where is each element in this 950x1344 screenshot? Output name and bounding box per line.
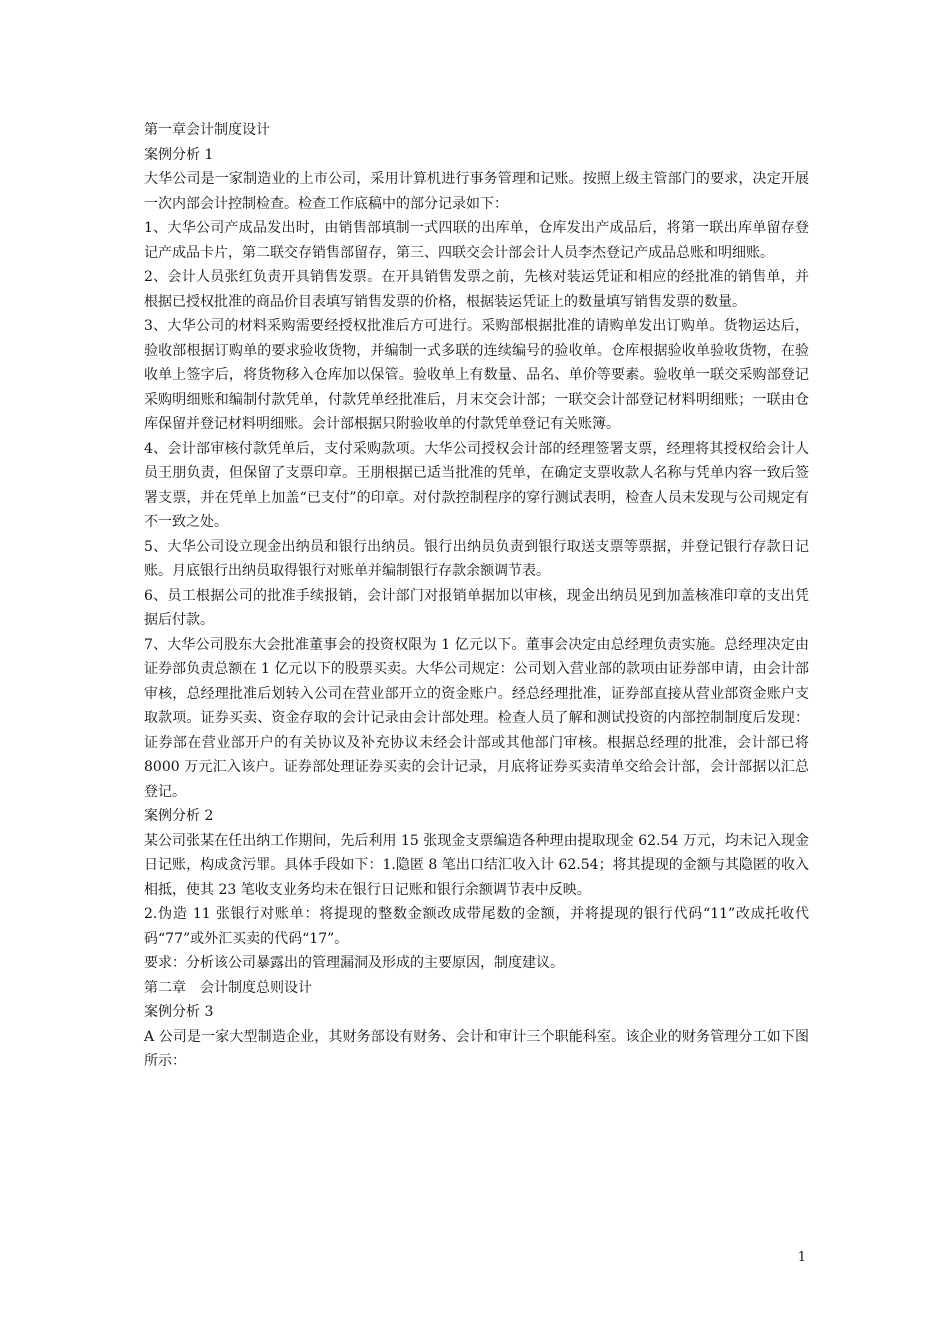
page-number: 1 — [797, 1250, 806, 1265]
case-1-item-4: 4、会计部审核付款凭单后，支付采购款项。大华公司授权会计部的经理签署支票，经理将其授权给会计人员王朋负责，但保留了支票印章。王朋根据已适当批准的凭单，在确定支票收款人名称与凭单内容一致后签署支票，并在凭单上加盖“已支付”的印章。对付款控制程序的穿行测试表明，检查人员未发现与公司规定有不一致之处。 — [144, 440, 809, 530]
case-analysis-2-heading: 案例分析 2 — [144, 808, 214, 824]
case-1-item-3: 3、大华公司的材料采购需要经授权批准后方可进行。采购部根据批准的请购单发出订购单。货物运达后，验收部根据订购单的要求验收货物，并编制一式多联的连续编号的验收单。仓库根据验收单验收货物，在验收单上签字后，将货物移入仓库加以保管。验收单上有数量、品名、单价等要素。验收单一联交采购部登记采购明细账和编制付款凭单，付款凭单经批准后，月末交会计部；一联交会计部登记材料明细账；一联由仓库保留并登记材料明细账。会计部根据只附验收单的付款凭单登记有关账簿。 — [144, 318, 809, 432]
case-1-item-5: 5、大华公司设立现金出纳员和银行出纳员。银行出纳员负责到银行取送支票等票据，并登记银行存款日记账。月底银行出纳员取得银行对账单并编制银行存款余额调节表。 — [144, 538, 809, 579]
case-2-description: 某公司张某在任出纳工作期间，先后利用 15 张现金支票编造各种理由提取现金 62.54 万元，均未记入现金日记账，构成贪污罪。具体手段如下：1.隐匿 8 笔出口结汇收入计 62.54；将其提现的金额与其隐匿的收入相抵，使其 23 笔收支业务均未在银行日记账和银行余额调节表中反映。 — [144, 832, 809, 898]
case-1-intro: 大华公司是一家制造业的上市公司，采用计算机进行事务管理和记账。按照上级主管部门的要求，决定开展一次内部会计控制检查。检查工作底稿中的部分记录如下： — [144, 171, 809, 212]
case-analysis-3-heading: 案例分析 3 — [144, 1004, 214, 1020]
case-3-intro: A 公司是一家大型制造企业，其财务部设有财务、会计和审计三个职能科室。该企业的财务管理分工如下图所示： — [144, 1028, 809, 1069]
chapter-1-title: 第一章会计制度设计 — [144, 122, 270, 138]
case-2-requirement: 要求：分析该公司暴露出的管理漏洞及形成的主要原因，制度建议。 — [144, 955, 564, 971]
chapter-2-title: 第二章 会计制度总则设计 — [144, 979, 312, 996]
case-1-item-1: 1、大华公司产成品发出时，由销售部填制一式四联的出库单，仓库发出产成品后，将第一联出库单留存登记产成品卡片，第二联交存销售部留存，第三、四联交会计部会计人员李杰登记产成品总账和明细账。 — [144, 220, 809, 261]
case-1-item-2: 2、会计人员张红负责开具销售发票。在开具销售发票之前，先核对装运凭证和相应的经批准的销售单，并根据已授权批准的商品价目表填写销售发票的价格，根据装运凭证上的数量填写销售发票的数量。 — [144, 269, 809, 310]
document-body — [144, 118, 809, 1074]
case-2-item-2: 2.伪造 11 张银行对账单：将提现的整数金额改成带尾数的金额，并将提现的银行代码“11”改成托收代码“77”或外汇买卖的代码“17”。 — [144, 906, 809, 947]
case-1-item-7: 7、大华公司股东大会批准董事会的投资权限为 1 亿元以下。董事会决定由总经理负责实施。总经理决定由证券部负责总额在 1 亿元以下的股票买卖。大华公司规定：公司划入营业部的款项由证券部申请，由会计部审核，总经理批准后划转入公司在营业部开立的资金账户。经总经理批准，证券部直接从营业部资金账户支取款项。证券买卖、资金存取的会计记录由会计部处理。检查人员了解和测试投资的内部控制制度后发现：证券部在营业部开户的有关协议及补充协议未经会计部或其他部门审核。根据总经理的批准，会计部已将 8000 万元汇入该户。证券部处理证券买卖的会计记录，月底将证券买卖清单交给会计部，会计部据以汇总登记。 — [144, 636, 809, 800]
case-analysis-1-heading: 案例分析 1 — [144, 146, 214, 163]
case-1-item-6: 6、员工根据公司的批准手续报销，会计部门对报销单据加以审核，现金出纳员见到加盖核准印章的支出凭据后付款。 — [144, 587, 809, 628]
